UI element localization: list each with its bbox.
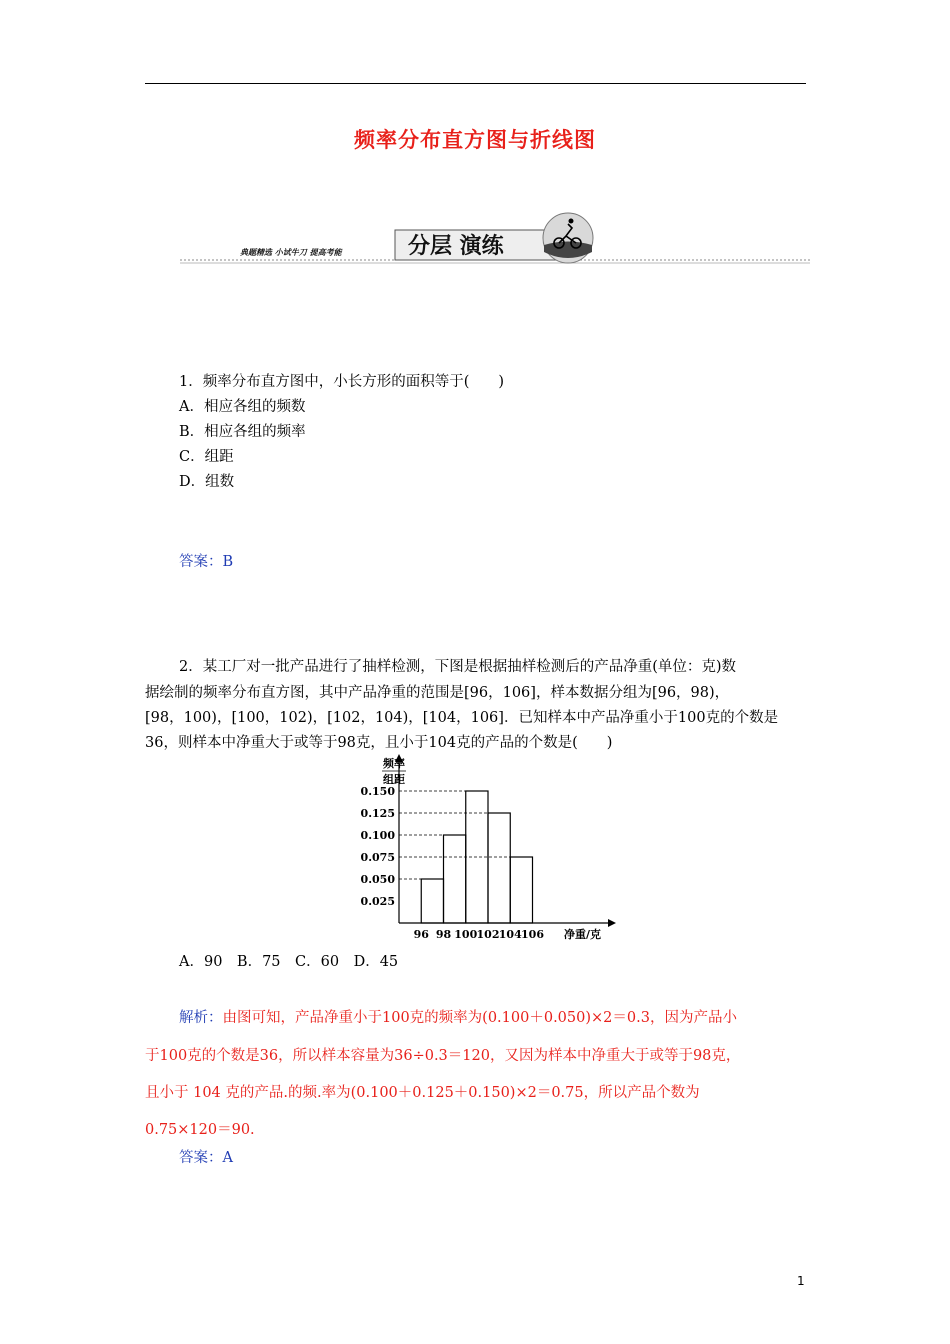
x-axis-arrow: [608, 919, 616, 927]
q2-analysis-text-1: 由图可知，产品净重小于100克的频率为(0.100＋0.050)×2＝0.3，因为产品小: [222, 1010, 737, 1026]
x-tick-label: 102: [476, 928, 500, 941]
x-tick-label: 96: [413, 928, 429, 941]
banner-heading: 分层 演练: [408, 234, 504, 259]
x-tick-label: 104: [498, 928, 522, 941]
page-number: 1: [797, 1274, 805, 1288]
q1-option-a: A．相应各组的频数: [179, 399, 306, 415]
histogram-chart: [340, 752, 630, 944]
x-tick-label: 106: [521, 928, 544, 941]
y-tick-label: 0.050: [360, 873, 395, 886]
y-tick-label: 0.025: [360, 895, 395, 908]
banner-slogan: 典题精选 小试牛刀 提高考能: [240, 247, 342, 257]
section-banner: [180, 208, 810, 270]
q2-stem-line-4: 36，则样本中净重大于或等于98克，且小于104克的产品的个数是( ): [145, 735, 613, 751]
q2-answer-value: A: [222, 1150, 233, 1166]
y-tick-label: 0.100: [360, 829, 395, 842]
q1-stem: 1．频率分布直方图中，小长方形的面积等于( ): [179, 374, 505, 390]
y-tick-label: 0.075: [360, 851, 395, 864]
q2-stem-line-2: 据绘制的频率分布直方图，其中产品净重的范围是[96，106]，样本数据分组为[96，98)，: [145, 685, 730, 701]
histogram-bar: [444, 835, 466, 923]
q2-analysis-label: 解析：: [179, 1010, 223, 1026]
y-tick-label: 0.150: [360, 785, 395, 798]
q1-answer-value: B: [222, 554, 234, 570]
q2-options: A．90 B．75 C．60 D．45: [179, 954, 399, 970]
q1-option-c: C．组距: [179, 449, 234, 465]
q2-answer-label: 答案：: [179, 1150, 223, 1166]
q2-stem-line-1: 2．某工厂对一批产品进行了抽样检测，下图是根据抽样检测后的产品净重(单位：克)数: [179, 659, 737, 675]
histogram-bar: [421, 879, 443, 923]
histogram-bar: [488, 813, 510, 923]
y-axis-label-top: 频率: [383, 757, 405, 770]
q2-answer: [179, 1148, 233, 1168]
q2-stem-line-3: [98，100)，[100，102)，[102，104)，[104，106]．已知样本中产品净重小于100克的个数是: [145, 710, 779, 726]
q1-answer-label: 答案：: [179, 554, 223, 570]
q1-option-b: B．相应各组的频率: [179, 424, 306, 440]
q2-analysis-line-2: 于100克的个数是36，所以样本容量为36÷0.3＝120，又因为样本中净重大于或等于98克，: [145, 1048, 741, 1064]
x-tick-label: 98: [435, 928, 452, 941]
histogram-bar: [510, 857, 532, 923]
header-rule: [145, 83, 806, 84]
x-axis-label: 净重/克: [564, 928, 602, 941]
q1-answer: [179, 552, 233, 572]
cyclist-icon: [543, 213, 593, 263]
q1-option-d: D．组数: [179, 474, 235, 490]
q2-analysis-line-4: 0.75×120＝90.: [145, 1122, 255, 1138]
y-axis-label-bottom: 组距: [383, 773, 405, 786]
q2-analysis-line-3: 且小于 104 克的产品.的频.率为(0.100＋0.125＋0.150)×2＝0.75，所以产品个数为: [145, 1085, 700, 1101]
page-title: 频率分布直方图与折线图: [354, 128, 596, 152]
x-tick-label: 100: [454, 928, 478, 941]
q2-analysis-line-1: [179, 1006, 737, 1027]
y-tick-label: 0.125: [360, 807, 395, 820]
